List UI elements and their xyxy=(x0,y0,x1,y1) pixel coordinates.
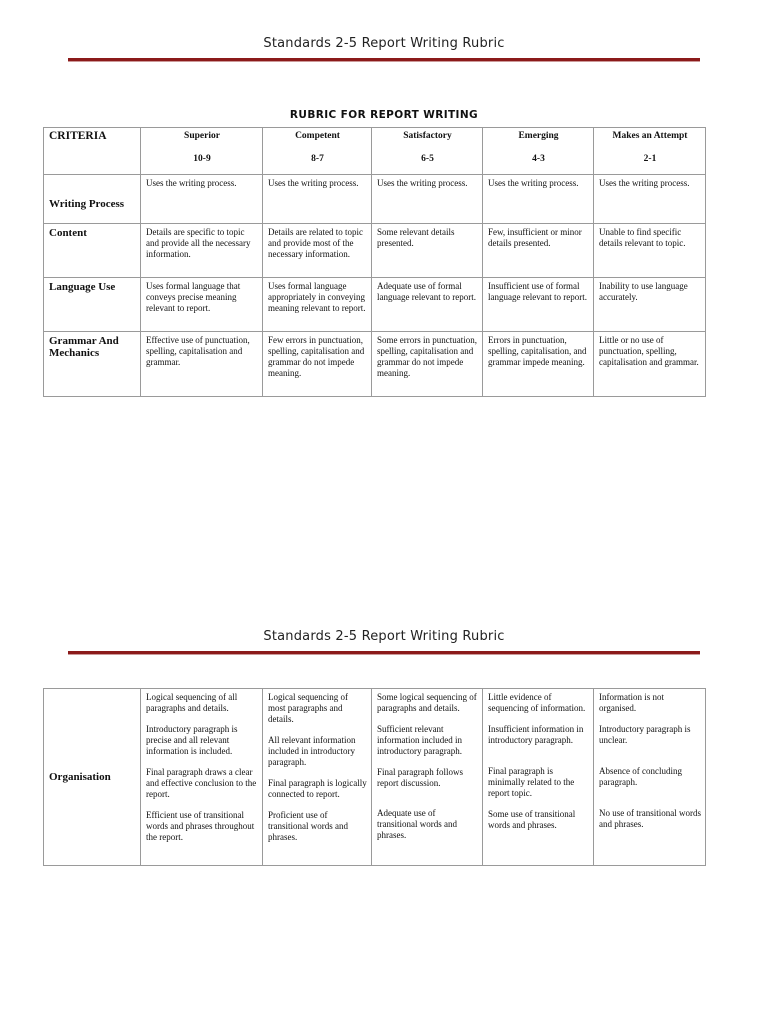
table-cell: Adequate use of formal language relevant to report. xyxy=(372,278,483,332)
level-header-makes-an-attempt xyxy=(594,128,706,175)
table-cell: Uses the writing process. xyxy=(372,175,483,224)
table-cell: Unable to find specific details relevant to topic. xyxy=(594,224,706,278)
table-cell: Some relevant details presented. xyxy=(372,224,483,278)
cell-paragraph: Insufficient information in introductory paragraph. xyxy=(488,724,584,745)
table-cell: Details are related to topic and provide most of the necessary information. xyxy=(263,224,372,278)
cell-paragraph: Adequate use of transitional words and phrases. xyxy=(377,808,457,840)
cell-paragraph: Logical sequencing of all paragraphs and details. xyxy=(146,692,238,713)
table-cell xyxy=(372,689,483,866)
table-cell: Little or no use of punctuation, spelling, capitalisation and grammar. xyxy=(594,332,706,397)
table-cell: Details are specific to topic and provide all the necessary information. xyxy=(141,224,263,278)
cell-paragraph: Some logical sequencing of paragraphs and details. xyxy=(377,692,477,713)
criterion-writing-process: Writing Process xyxy=(44,175,141,224)
rubric-table-organisation xyxy=(43,688,706,866)
table-cell xyxy=(263,689,372,866)
table-cell: Uses the writing process. xyxy=(263,175,372,224)
cell-paragraph: Final paragraph is logically connected to report. xyxy=(268,778,367,799)
table-cell: Errors in punctuation, spelling, capitalisation, and grammar impede meaning. xyxy=(483,332,594,397)
table-row xyxy=(44,332,706,397)
cell-paragraph: Efficient use of transitional words and phrases throughout the report. xyxy=(146,810,255,842)
table-cell xyxy=(483,689,594,866)
level-name: Emerging xyxy=(518,131,559,141)
level-score: 8-7 xyxy=(311,154,324,164)
level-score: 2-1 xyxy=(643,154,657,164)
table-cell: Uses the writing process. xyxy=(483,175,594,224)
header-rule xyxy=(68,58,700,62)
cell-paragraph: Absence of concluding paragraph. xyxy=(599,766,682,787)
table-cell xyxy=(141,689,263,866)
rubric-heading: RUBRIC FOR REPORT WRITING xyxy=(289,109,479,121)
criterion-grammar-and-mechanics: Grammar And Mechanics xyxy=(44,332,141,397)
table-cell: Insufficient use of formal language relevant to report. xyxy=(483,278,594,332)
criterion-organisation: Organisation xyxy=(44,689,141,866)
table-cell: Effective use of punctuation, spelling, capitalisation and grammar. xyxy=(141,332,263,397)
table-header-row xyxy=(44,128,706,175)
criterion-language-use: Language Use xyxy=(44,278,141,332)
cell-paragraph: Sufficient relevant information included in introductory paragraph. xyxy=(377,724,462,756)
level-name: Makes an Attempt xyxy=(612,131,688,141)
level-score: 4-3 xyxy=(532,154,545,164)
table-row xyxy=(44,689,706,866)
level-header-competent xyxy=(263,128,372,175)
cell-paragraph: All relevant information included in introductory paragraph. xyxy=(268,735,356,767)
table-row xyxy=(44,224,706,278)
table-cell: Uses the writing process. xyxy=(594,175,706,224)
cell-paragraph: Final paragraph draws a clear and effective conclusion to the report. xyxy=(146,767,257,799)
cell-paragraph: Some use of transitional words and phrases. xyxy=(488,809,576,830)
table-cell: Few errors in punctuation, spelling, capitalisation and grammar do not impede meaning. xyxy=(263,332,372,397)
cell-paragraph: No use of transitional words and phrases. xyxy=(599,808,701,829)
criteria-header: CRITERIA xyxy=(44,128,141,175)
cell-paragraph: Logical sequencing of most paragraphs and details. xyxy=(268,692,348,724)
table-cell: Inability to use language accurately. xyxy=(594,278,706,332)
table-cell: Few, insufficient or minor details presented. xyxy=(483,224,594,278)
level-score: 10-9 xyxy=(193,154,211,164)
cell-paragraph: Proficient use of transitional words and phrases. xyxy=(268,810,348,842)
page-title: Standards 2-5 Report Writing Rubric xyxy=(263,36,505,51)
cell-paragraph: Little evidence of sequencing of information. xyxy=(488,692,586,713)
criterion-content: Content xyxy=(44,224,141,278)
cell-paragraph: Final paragraph is minimally related to the report topic. xyxy=(488,766,575,798)
level-header-satisfactory xyxy=(372,128,483,175)
page-header xyxy=(0,36,768,51)
cell-paragraph: Information is not organised. xyxy=(599,692,664,713)
cell-paragraph: Introductory paragraph is unclear. xyxy=(599,724,691,745)
table-cell: Uses formal language that conveys precise meaning relevant to report. xyxy=(141,278,263,332)
level-name: Satisfactory xyxy=(403,131,452,141)
level-header-emerging xyxy=(483,128,594,175)
level-name: Superior xyxy=(184,131,220,141)
table-cell: Some errors in punctuation, spelling, capitalisation and grammar do not impede meaning. xyxy=(372,332,483,397)
table-row xyxy=(44,278,706,332)
table-cell xyxy=(594,689,706,866)
header-rule xyxy=(68,651,700,655)
rubric-table xyxy=(43,127,706,397)
page-title: Standards 2-5 Report Writing Rubric xyxy=(263,629,505,644)
table-row xyxy=(44,175,706,224)
level-name: Competent xyxy=(295,131,340,141)
level-score: 6-5 xyxy=(421,154,434,164)
level-header-superior xyxy=(141,128,263,175)
cell-paragraph: Final paragraph follows report discussion. xyxy=(377,767,463,788)
table-cell: Uses formal language appropriately in conveying meaning relevant to report. xyxy=(263,278,372,332)
cell-paragraph: Introductory paragraph is precise and all relevant information is included. xyxy=(146,724,238,756)
table-cell: Uses the writing process. xyxy=(141,175,263,224)
page-header xyxy=(0,629,768,644)
